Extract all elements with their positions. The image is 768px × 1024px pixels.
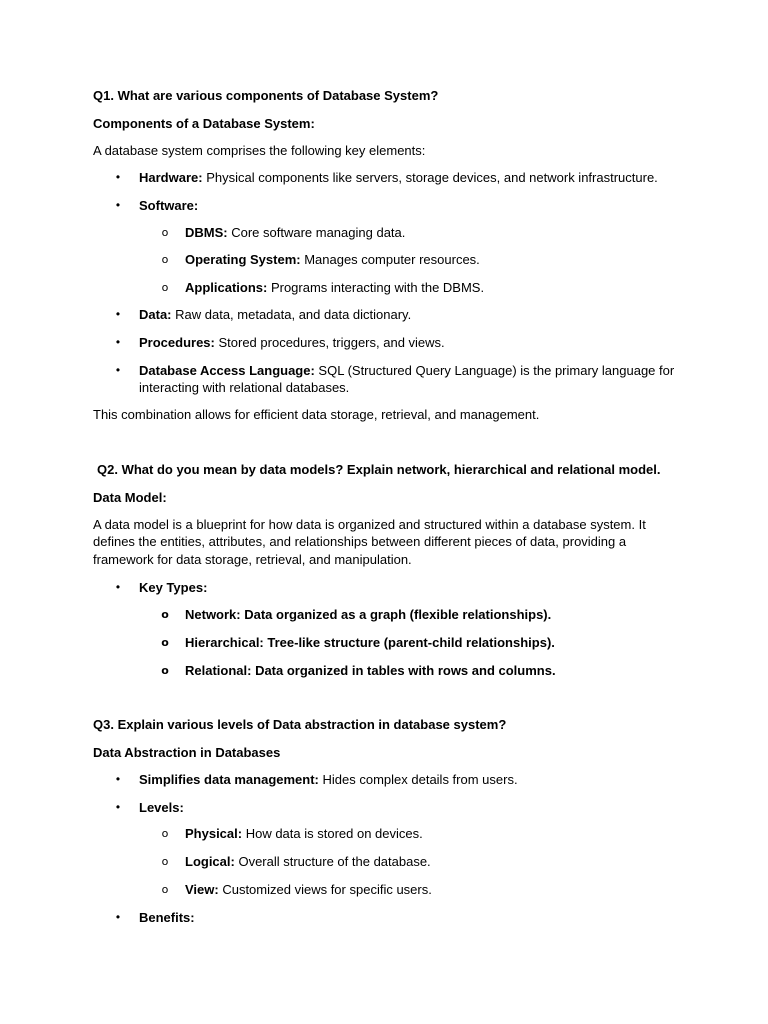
sub-item-physical xyxy=(185,825,423,842)
item-text: Customized views for specific users. xyxy=(218,882,432,897)
list-item-simplifies xyxy=(139,771,518,788)
bullet-icon: • xyxy=(115,580,121,594)
sub-item-applications xyxy=(185,279,484,296)
item-text: Raw data, metadata, and data dictionary. xyxy=(171,307,412,322)
item-label: Operating System: xyxy=(185,252,301,267)
sub-item-hierarchical: Hierarchical: Tree-like structure (parent-child relationships). xyxy=(185,635,555,650)
item-text: How data is stored on devices. xyxy=(242,826,423,841)
item-label: Procedures: xyxy=(139,335,215,350)
bullet-icon: • xyxy=(115,800,121,814)
list-item-software: Software: xyxy=(139,198,199,213)
sub-bullet-icon: o xyxy=(161,855,169,868)
q2-question: Q2. What do you mean by data models? Explain network, hierarchical and relational model. xyxy=(97,462,661,477)
q2-heading: Data Model: xyxy=(93,490,167,505)
item-label: Simplifies data management: xyxy=(139,772,319,787)
list-item-data xyxy=(139,306,411,323)
item-label: Logical: xyxy=(185,854,235,869)
q1-question: Q1. What are various components of Database System? xyxy=(93,88,439,103)
list-item-procedures xyxy=(139,334,445,351)
list-item-access-language xyxy=(139,362,674,379)
sub-bullet-icon: o xyxy=(161,883,169,896)
bullet-icon: • xyxy=(115,198,121,212)
q1-conclusion: This combination allows for efficient data storage, retrieval, and management. xyxy=(93,407,540,422)
sub-bullet-icon: o xyxy=(161,827,169,840)
bullet-icon: • xyxy=(115,307,121,321)
sub-item-os xyxy=(185,251,480,268)
list-item-access-language-cont: interacting with relational databases. xyxy=(139,380,350,395)
item-text: Manages computer resources. xyxy=(300,252,480,267)
item-text: Physical components like servers, storage devices, and network infrastructure. xyxy=(202,170,658,185)
item-text: SQL (Structured Query Language) is the primary language for xyxy=(314,363,675,378)
item-text: Hides complex details from users. xyxy=(318,772,518,787)
sub-item-relational: Relational: Data organized in tables with rows and columns. xyxy=(185,663,556,678)
q3-heading: Data Abstraction in Databases xyxy=(93,745,281,760)
bullet-icon: • xyxy=(115,363,121,377)
sub-item-dbms xyxy=(185,224,405,241)
sub-bullet-icon: o xyxy=(161,608,169,621)
item-label: Database Access Language: xyxy=(139,363,315,378)
item-text: Overall structure of the database. xyxy=(234,854,431,869)
sub-bullet-icon: o xyxy=(161,226,169,239)
item-label: DBMS: xyxy=(185,225,228,240)
sub-bullet-icon: o xyxy=(161,253,169,266)
item-label: Applications: xyxy=(185,280,268,295)
q3-question: Q3. Explain various levels of Data abstraction in database system? xyxy=(93,717,507,732)
bullet-icon: • xyxy=(115,910,121,924)
list-item-hardware xyxy=(139,169,658,186)
item-text: Stored procedures, triggers, and views. xyxy=(214,335,445,350)
bullet-icon: • xyxy=(115,772,121,786)
item-label: View: xyxy=(185,882,219,897)
list-item-levels: Levels: xyxy=(139,800,184,815)
q1-heading: Components of a Database System: xyxy=(93,116,315,131)
item-label: Hardware: xyxy=(139,170,203,185)
sub-item-network: Network: Data organized as a graph (flexible relationships). xyxy=(185,607,552,622)
sub-bullet-icon: o xyxy=(161,281,169,294)
item-text: Programs interacting with the DBMS. xyxy=(267,280,485,295)
bullet-icon: • xyxy=(115,170,121,184)
list-item-key-types: Key Types: xyxy=(139,580,208,595)
item-label: Physical: xyxy=(185,826,243,841)
sub-item-logical xyxy=(185,853,431,870)
item-text: Core software managing data. xyxy=(227,225,406,240)
item-label: Data: xyxy=(139,307,172,322)
q2-paragraph-line: defines the entities, attributes, and relationships between different pieces of data, providing a xyxy=(93,534,627,549)
q2-paragraph-line: framework for data storage, retrieval, and manipulation. xyxy=(93,552,412,567)
sub-bullet-icon: o xyxy=(161,636,169,649)
bullet-icon: • xyxy=(115,335,121,349)
q1-intro: A database system comprises the following key elements: xyxy=(93,143,426,158)
sub-bullet-icon: o xyxy=(161,664,169,677)
q2-paragraph-line: A data model is a blueprint for how data is organized and structured within a database system. It xyxy=(93,517,646,532)
list-item-benefits: Benefits: xyxy=(139,910,195,925)
sub-item-view xyxy=(185,881,432,898)
